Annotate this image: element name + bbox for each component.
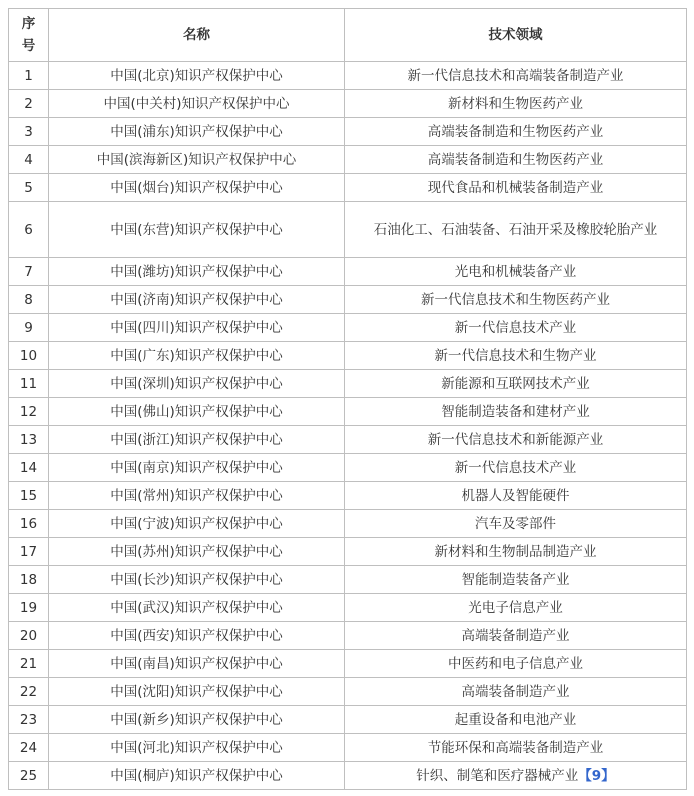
- row-name-cell: 中国(南京)知识产权保护中心: [49, 454, 345, 482]
- row-field-cell: [345, 146, 687, 174]
- row-num-cell: 13: [9, 426, 49, 454]
- row-num-cell: 4: [9, 146, 49, 174]
- row-field-cell: [345, 342, 687, 370]
- table-row: [9, 258, 687, 286]
- table-body: [9, 62, 687, 790]
- row-field-cell: [345, 62, 687, 90]
- row-num-cell: 15: [9, 482, 49, 510]
- row-field-cell: [345, 202, 687, 258]
- table-row: [9, 454, 687, 482]
- row-field-text: 起重设备和电池产业: [454, 711, 577, 728]
- table-row: [9, 706, 687, 734]
- row-field-text: 针织、制笔和医疗器械产业: [416, 767, 579, 784]
- row-num-cell: 10: [9, 342, 49, 370]
- row-field-text: 新能源和互联网技术产业: [441, 375, 590, 392]
- table-row: [9, 314, 687, 342]
- row-field-cell: [345, 482, 687, 510]
- row-field-cell: [345, 538, 687, 566]
- row-field-text: 新材料和生物医药产业: [448, 95, 583, 112]
- row-name-cell: 中国(深圳)知识产权保护中心: [49, 370, 345, 398]
- row-field-text: 高端装备制造产业: [461, 627, 570, 644]
- table-row: [9, 482, 687, 510]
- row-field-cell: [345, 706, 687, 734]
- row-name-cell: 中国(南昌)知识产权保护中心: [49, 650, 345, 678]
- row-field-text: 光电子信息产业: [468, 599, 563, 616]
- row-field-cell: [345, 286, 687, 314]
- row-name-cell: 中国(东营)知识产权保护中心: [49, 202, 345, 258]
- row-field-text: 高端装备制造和生物医药产业: [427, 123, 604, 140]
- row-field-cell: [345, 174, 687, 202]
- table-row: [9, 398, 687, 426]
- row-field-text: 新一代信息技术和生物医药产业: [421, 291, 610, 308]
- row-field-text: 高端装备制造和生物医药产业: [427, 151, 604, 168]
- row-field-text: 新一代信息技术产业: [454, 459, 577, 476]
- row-num-cell: 9: [9, 314, 49, 342]
- row-field-cell: [345, 454, 687, 482]
- table-row: [9, 146, 687, 174]
- row-num-cell: 17: [9, 538, 49, 566]
- row-field-cell: [345, 650, 687, 678]
- table-row: [9, 622, 687, 650]
- table-row: [9, 62, 687, 90]
- row-num-cell: 7: [9, 258, 49, 286]
- row-field-cell: [345, 258, 687, 286]
- table-row: [9, 538, 687, 566]
- row-num-cell: 21: [9, 650, 49, 678]
- row-field-cell: [345, 510, 687, 538]
- row-field-text: 高端装备制造产业: [461, 683, 570, 700]
- header-row: [9, 9, 687, 62]
- row-name-cell: 中国(济南)知识产权保护中心: [49, 286, 345, 314]
- row-num-cell: 18: [9, 566, 49, 594]
- row-num-cell: 23: [9, 706, 49, 734]
- row-field-text: 新一代信息技术和生物产业: [434, 347, 597, 364]
- table-row: [9, 426, 687, 454]
- header-name: 名称: [49, 9, 345, 62]
- row-name-cell: 中国(烟台)知识产权保护中心: [49, 174, 345, 202]
- row-field-text: 现代食品和机械装备制造产业: [427, 179, 604, 196]
- row-num-cell: 11: [9, 370, 49, 398]
- row-field-cell: [345, 370, 687, 398]
- row-num-cell: 25: [9, 762, 49, 790]
- row-field-text: 节能环保和高端装备制造产业: [427, 739, 604, 756]
- row-num-cell: 2: [9, 90, 49, 118]
- row-field-cell: [345, 622, 687, 650]
- row-num-cell: 1: [9, 62, 49, 90]
- row-field-cell: [345, 594, 687, 622]
- table-row: [9, 734, 687, 762]
- row-field-cell: [345, 398, 687, 426]
- row-field-text: 石油化工、石油装备、石油开采及橡胶轮胎产业: [373, 221, 658, 238]
- table-row: [9, 678, 687, 706]
- table-row: [9, 118, 687, 146]
- reference-link[interactable]: 【9】: [578, 767, 615, 784]
- row-num-cell: 14: [9, 454, 49, 482]
- row-field-cell: [345, 90, 687, 118]
- row-name-cell: 中国(四川)知识产权保护中心: [49, 314, 345, 342]
- row-name-cell: 中国(苏州)知识产权保护中心: [49, 538, 345, 566]
- table-row: [9, 342, 687, 370]
- row-num-cell: 24: [9, 734, 49, 762]
- row-num-cell: 19: [9, 594, 49, 622]
- row-num-cell: 5: [9, 174, 49, 202]
- row-name-cell: 中国(沈阳)知识产权保护中心: [49, 678, 345, 706]
- row-field-text: 新材料和生物制品制造产业: [434, 543, 597, 560]
- row-num-cell: 20: [9, 622, 49, 650]
- row-name-cell: 中国(河北)知识产权保护中心: [49, 734, 345, 762]
- table-row: [9, 594, 687, 622]
- table-row: [9, 202, 687, 258]
- table-row: [9, 762, 687, 790]
- row-num-cell: 6: [9, 202, 49, 258]
- row-field-text: 新一代信息技术产业: [454, 319, 577, 336]
- row-field-text: 机器人及智能硬件: [461, 487, 570, 504]
- row-num-cell: 16: [9, 510, 49, 538]
- row-field-cell: [345, 678, 687, 706]
- row-field-cell: [345, 314, 687, 342]
- header-num: 序 号: [9, 9, 49, 62]
- row-field-cell: [345, 734, 687, 762]
- row-name-cell: 中国(中关村)知识产权保护中心: [49, 90, 345, 118]
- row-field-text: 新一代信息技术和新能源产业: [427, 431, 604, 448]
- row-field-text: 智能制造装备和建材产业: [441, 403, 590, 420]
- row-name-cell: 中国(宁波)知识产权保护中心: [49, 510, 345, 538]
- table-row: [9, 90, 687, 118]
- row-name-cell: 中国(潍坊)知识产权保护中心: [49, 258, 345, 286]
- table-row: [9, 174, 687, 202]
- row-name-cell: 中国(常州)知识产权保护中心: [49, 482, 345, 510]
- row-field-text: 汽车及零部件: [475, 515, 556, 532]
- row-field-cell: [345, 118, 687, 146]
- row-name-cell: 中国(西安)知识产权保护中心: [49, 622, 345, 650]
- row-num-cell: 3: [9, 118, 49, 146]
- table-row: [9, 370, 687, 398]
- table-row: [9, 566, 687, 594]
- header-field: 技术领域: [345, 9, 687, 62]
- row-name-cell: 中国(武汉)知识产权保护中心: [49, 594, 345, 622]
- row-field-text: 中医药和电子信息产业: [448, 655, 583, 672]
- row-name-cell: 中国(广东)知识产权保护中心: [49, 342, 345, 370]
- row-num-cell: 22: [9, 678, 49, 706]
- row-field-cell: [345, 566, 687, 594]
- row-field-text: 新一代信息技术和高端装备制造产业: [407, 67, 624, 84]
- row-num-cell: 12: [9, 398, 49, 426]
- row-field-cell: [345, 426, 687, 454]
- row-name-cell: 中国(浦东)知识产权保护中心: [49, 118, 345, 146]
- row-name-cell: 中国(北京)知识产权保护中心: [49, 62, 345, 90]
- row-name-cell: 中国(桐庐)知识产权保护中心: [49, 762, 345, 790]
- row-name-cell: 中国(新乡)知识产权保护中心: [49, 706, 345, 734]
- row-field-cell: [345, 762, 687, 790]
- protection-centers-table: [8, 8, 687, 790]
- row-name-cell: 中国(长沙)知识产权保护中心: [49, 566, 345, 594]
- row-field-text: 智能制造装备产业: [461, 571, 570, 588]
- table-row: [9, 286, 687, 314]
- row-field-text: 光电和机械装备产业: [454, 263, 577, 280]
- row-num-cell: 8: [9, 286, 49, 314]
- row-name-cell: 中国(滨海新区)知识产权保护中心: [49, 146, 345, 174]
- row-name-cell: 中国(佛山)知识产权保护中心: [49, 398, 345, 426]
- row-name-cell: 中国(浙江)知识产权保护中心: [49, 426, 345, 454]
- table-row: [9, 510, 687, 538]
- table-row: [9, 650, 687, 678]
